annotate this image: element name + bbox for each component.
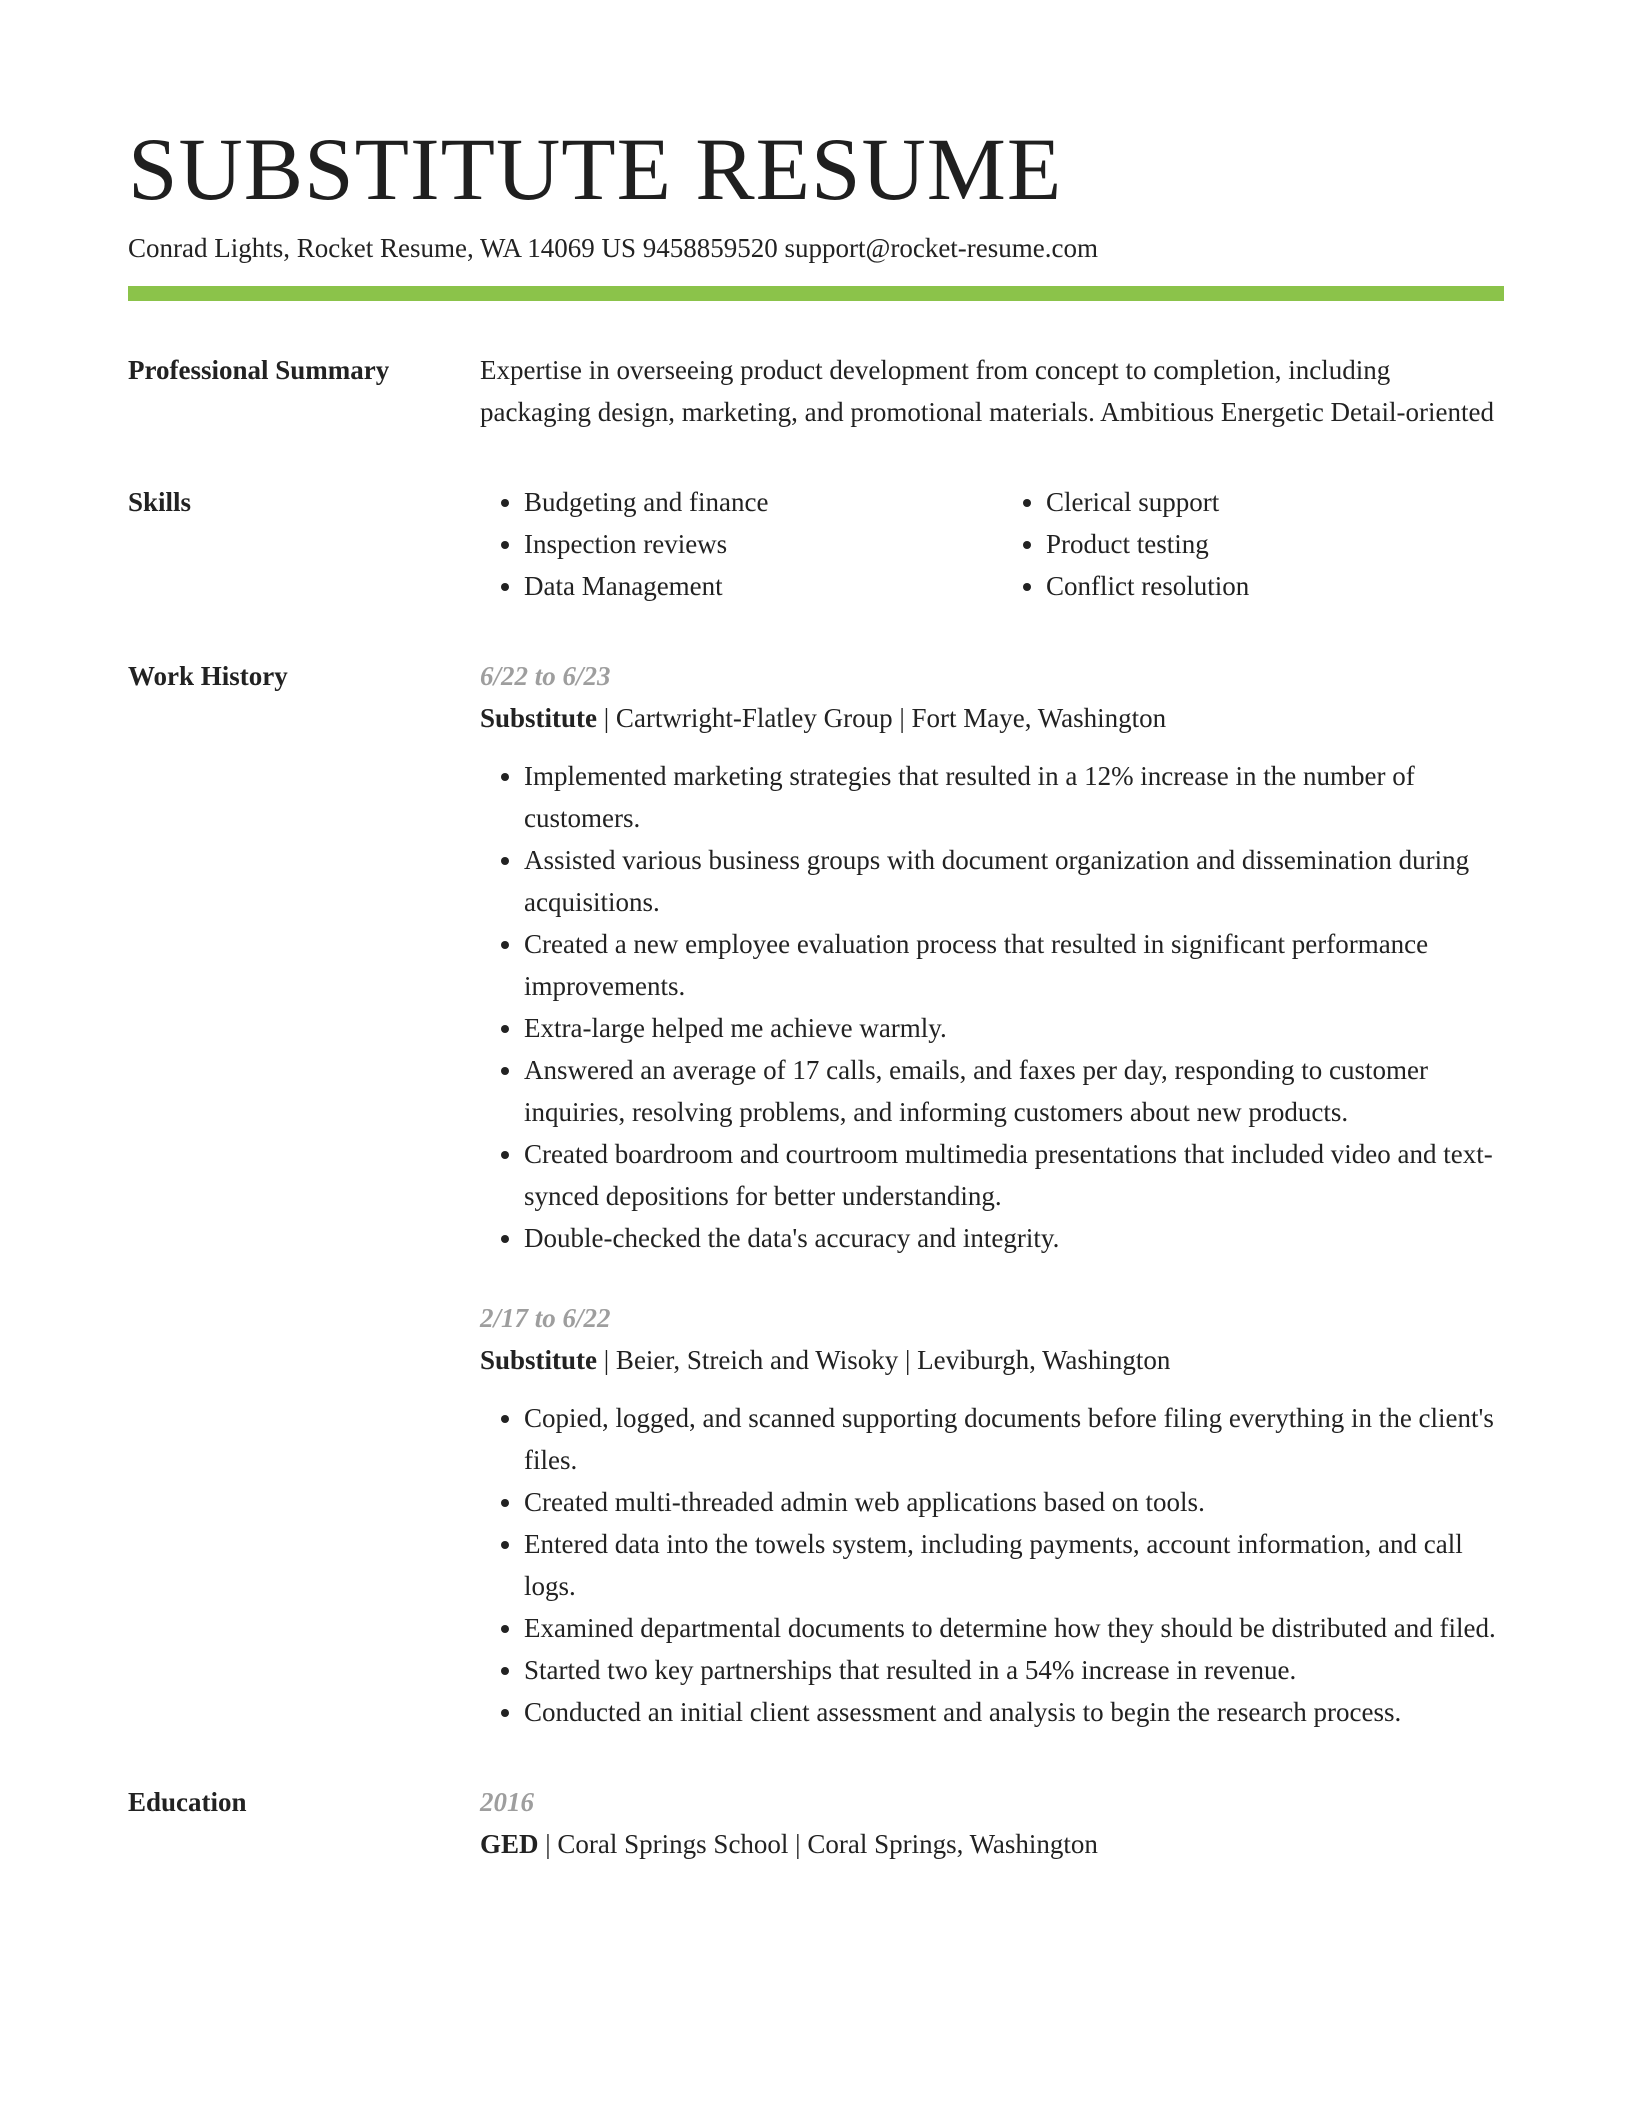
job-bullet: • Created a new employee evaluation process that resulted in significant performance improvements. [524,923,1504,1007]
education-year: 2016 [480,1787,534,1817]
education-label: Education [128,1787,247,1817]
education-body [480,1781,1504,1865]
skill-item: • Conflict resolution [1046,565,1504,607]
education-line [480,1823,1504,1865]
skills-list-left [480,481,982,607]
summary-body [480,349,1504,433]
skill-item: • Clerical support [1046,481,1504,523]
work-history-section [128,655,1504,1733]
job-bullet: • Extra-large helped me achieve warmly. [524,1007,1504,1049]
job-title-line [480,1339,1504,1381]
job-bullet: • Examined departmental documents to determine how they should be distributed and filed. [524,1607,1504,1649]
work-history-body [480,655,1504,1733]
skills-list-right [1002,481,1504,607]
summary-label: Professional Summary [128,355,390,385]
summary-section [128,349,1504,433]
job-bullet: • Answered an average of 17 calls, emails, and faxes per day, responding to customer inquiries, resolving problems, and informing customers about new products. [524,1049,1504,1133]
education-section [128,1781,1504,1865]
job-bullets [480,1397,1504,1733]
job-bullets [480,755,1504,1259]
job-bullet: • Created multi-threaded admin web applications based on tools. [524,1481,1504,1523]
job-bullet: • Started two key partnerships that resulted in a 54% increase in revenue. [524,1649,1504,1691]
job-role: Substitute [480,703,598,733]
job-title-line [480,697,1504,739]
job-entry [480,655,1504,1259]
skills-section [128,481,1504,607]
job-employer: | Beier, Streich and Wisoky | Leviburgh, Washington [597,1345,1171,1375]
work-history-label: Work History [128,661,288,691]
skill-item: • Budgeting and finance [524,481,982,523]
contact-line: Conrad Lights, Rocket Resume, WA 14069 US 9458859520 support@rocket-resume.com [128,233,1098,263]
accent-divider [128,286,1504,301]
job-bullet: • Copied, logged, and scanned supporting documents before filing everything in the client's files. [524,1397,1504,1481]
skill-item: • Inspection reviews [524,523,982,565]
job-bullet: • Implemented marketing strategies that resulted in a 12% increase in the number of customers. [524,755,1504,839]
skills-label: Skills [128,487,192,517]
resume-page [128,120,1504,1865]
education-school: | Coral Springs School | Coral Springs, Washington [538,1829,1098,1859]
skill-item: • Product testing [1046,523,1504,565]
job-dates: 6/22 to 6/23 [480,661,611,691]
job-bullet: • Assisted various business groups with document organization and dissemination during acquisitions. [524,839,1504,923]
job-bullet: • Entered data into the towels system, including payments, account information, and call logs. [524,1523,1504,1607]
skills-body [480,481,1504,607]
job-role: Substitute [480,1345,598,1375]
summary-text: Expertise in overseeing product development from concept to completion, including packaging design, marketing, and promotional materials. Ambitious Energetic Detail-oriented [480,355,1494,427]
job-dates: 2/17 to 6/22 [480,1303,611,1333]
job-employer: | Cartwright-Flatley Group | Fort Maye, Washington [597,703,1167,733]
resume-title: SUBSTITUTE RESUME [128,121,1063,219]
education-degree: GED [480,1829,539,1859]
job-bullet: • Conducted an initial client assessment and analysis to begin the research process. [524,1691,1504,1733]
job-entry [480,1297,1504,1733]
skill-item: • Data Management [524,565,982,607]
job-bullet: • Double-checked the data's accuracy and integrity. [524,1217,1504,1259]
job-bullet: • Created boardroom and courtroom multimedia presentations that included video and text-synced depositions for better understanding. [524,1133,1504,1217]
